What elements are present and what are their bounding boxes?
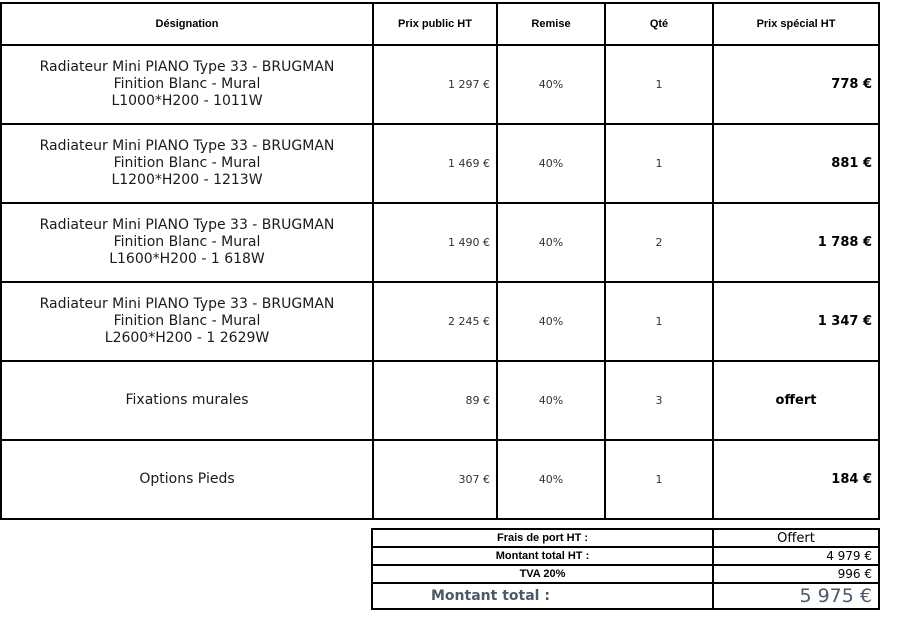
totals-row-montant-ht <box>372 547 879 565</box>
designation-line3: L1600*H200 - 1 618W <box>109 251 265 267</box>
prix-public-cell: 1 469 € <box>373 124 497 203</box>
designation-line2: Finition Blanc - Mural <box>113 313 261 329</box>
designation-line2: Finition Blanc - Mural <box>113 234 261 250</box>
designation-cell <box>1 282 373 361</box>
qte-cell: 2 <box>605 203 713 282</box>
table-row <box>1 124 879 203</box>
totals-row-frais-port <box>372 529 879 547</box>
prix-public-cell: 89 € <box>373 361 497 440</box>
designation-line1: Radiateur Mini PIANO Type 33 - BRUGMAN <box>39 217 335 233</box>
remise-cell: 40% <box>497 361 605 440</box>
header-prix-public: Prix public HT <box>373 3 497 45</box>
designation-line1: Radiateur Mini PIANO Type 33 - BRUGMAN <box>39 59 335 75</box>
table-row <box>1 282 879 361</box>
tva-value: 996 € <box>713 565 879 583</box>
prix-special-cell: 1 347 € <box>713 282 879 361</box>
remise-cell: 40% <box>497 440 605 519</box>
header-designation: Désignation <box>1 3 373 45</box>
prix-public-cell: 1 490 € <box>373 203 497 282</box>
prix-special-cell: offert <box>713 361 879 440</box>
designation-line1: Radiateur Mini PIANO Type 33 - BRUGMAN <box>39 138 335 154</box>
table-row <box>1 45 879 124</box>
designation-cell <box>1 45 373 124</box>
tva-label: TVA 20% <box>372 565 713 583</box>
qte-cell: 1 <box>605 124 713 203</box>
montant-total-label: Montant total : <box>372 583 713 609</box>
prix-special-cell: 778 € <box>713 45 879 124</box>
table-row <box>1 203 879 282</box>
designation-line3: L1000*H200 - 1011W <box>111 93 263 109</box>
header-remise: Remise <box>497 3 605 45</box>
header-qte: Qté <box>605 3 713 45</box>
montant-ht-value: 4 979 € <box>713 547 879 565</box>
prix-special-cell: 184 € <box>713 440 879 519</box>
designation-line1: Fixations murales <box>125 392 249 408</box>
quote-table <box>0 2 880 520</box>
remise-cell: 40% <box>497 45 605 124</box>
designation-line3: L1200*H200 - 1213W <box>111 172 263 188</box>
designation-line2: Finition Blanc - Mural <box>113 76 261 92</box>
qte-cell: 1 <box>605 440 713 519</box>
table-row <box>1 440 879 519</box>
totals-row-tva <box>372 565 879 583</box>
prix-public-cell: 1 297 € <box>373 45 497 124</box>
totals-row-grand-total <box>372 583 879 609</box>
designation-line3: L2600*H200 - 1 2629W <box>104 330 270 346</box>
prix-special-cell: 881 € <box>713 124 879 203</box>
qte-cell: 1 <box>605 282 713 361</box>
designation-cell <box>1 361 373 440</box>
designation-line1: Radiateur Mini PIANO Type 33 - BRUGMAN <box>39 296 335 312</box>
remise-cell: 40% <box>497 203 605 282</box>
remise-cell: 40% <box>497 282 605 361</box>
designation-cell <box>1 203 373 282</box>
frais-port-label: Frais de port HT : <box>372 529 713 547</box>
table-row <box>1 361 879 440</box>
quote-table-header <box>1 3 879 45</box>
prix-special-cell: 1 788 € <box>713 203 879 282</box>
qte-cell: 3 <box>605 361 713 440</box>
designation-cell <box>1 124 373 203</box>
prix-public-cell: 2 245 € <box>373 282 497 361</box>
designation-cell <box>1 440 373 519</box>
designation-line1: Options Pieds <box>139 471 235 487</box>
montant-total-value: 5 975 € <box>713 583 879 609</box>
header-prix-special: Prix spécial HT <box>713 3 879 45</box>
qte-cell: 1 <box>605 45 713 124</box>
remise-cell: 40% <box>497 124 605 203</box>
totals-table <box>371 528 880 610</box>
prix-public-cell: 307 € <box>373 440 497 519</box>
designation-line2: Finition Blanc - Mural <box>113 155 261 171</box>
montant-ht-label: Montant total HT : <box>372 547 713 565</box>
frais-port-value: Offert <box>713 529 879 547</box>
